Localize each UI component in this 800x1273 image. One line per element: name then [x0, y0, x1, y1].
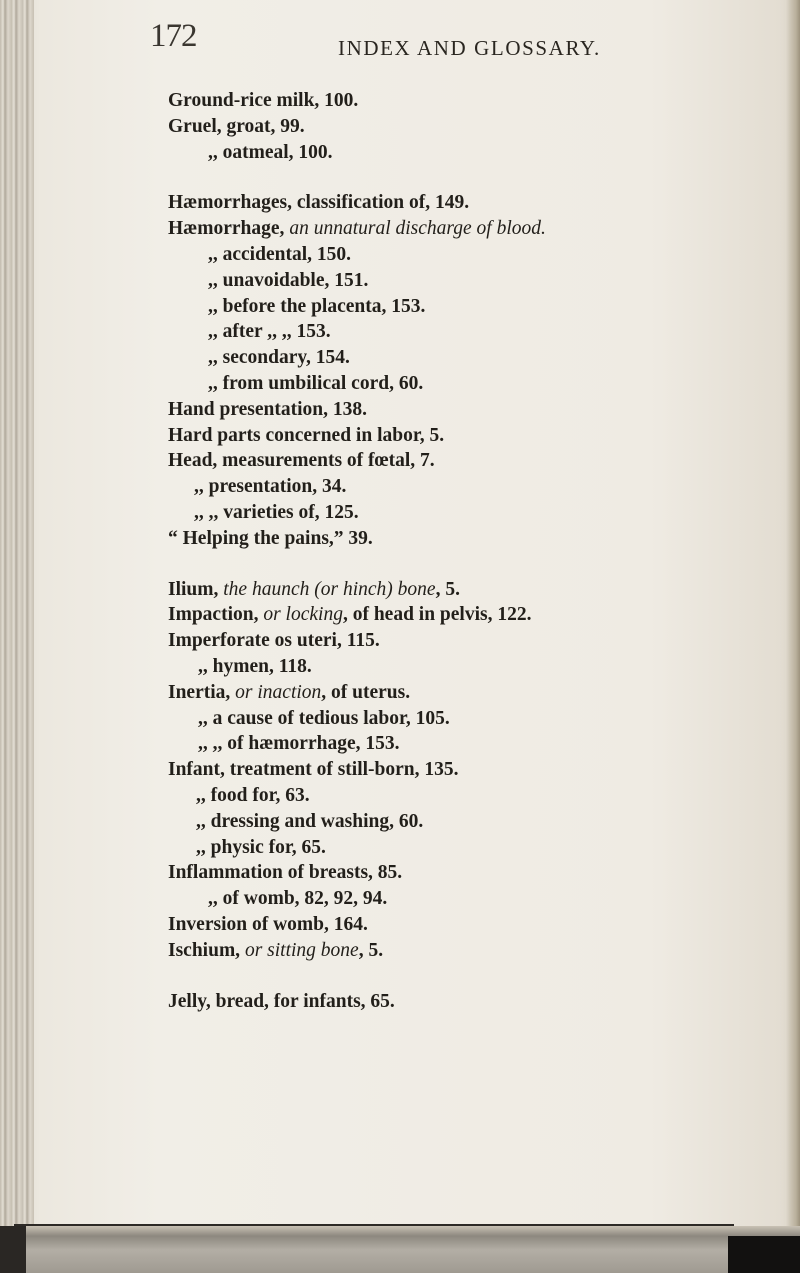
section-gap	[168, 165, 768, 190]
page-header	[150, 18, 670, 78]
index-entry: Inversion of womb, 164.	[168, 913, 368, 935]
index-subentry: ,, accidental, 150.	[208, 243, 351, 265]
index-subentry: ,, presentation, 34.	[194, 476, 347, 498]
section-gap	[168, 964, 768, 989]
entry-page: , 5.	[435, 578, 460, 600]
page-right-edge	[786, 0, 800, 1273]
index-subentry: ,, from umbilical cord, 60.	[208, 372, 424, 394]
index-list	[168, 88, 768, 1014]
index-entry: Infant, treatment of still-born, 135.	[168, 759, 459, 781]
index-subentry: ,, ,, of hæmorrhage, 153.	[198, 733, 400, 755]
index-subentry: ,, dressing and washing, 60.	[196, 810, 424, 832]
section-gap	[168, 552, 768, 577]
running-head: INDEX AND GLOSSARY.	[338, 36, 601, 60]
index-entry: “ Helping the pains,” 39.	[168, 527, 373, 549]
index-subentry: ,, before the placenta, 153.	[208, 295, 426, 317]
index-entry: Hæmorrhages, classification of, 149.	[168, 192, 470, 214]
index-entry: Hand presentation, 138.	[168, 398, 367, 420]
index-entry: Imperforate os uteri, 115.	[168, 630, 380, 652]
entry-term: Impaction,	[168, 604, 264, 626]
entry-page: , of head in pelvis, 122.	[342, 604, 532, 626]
index-entry	[168, 577, 768, 603]
index-entry: Jelly, bread, for infants, 65.	[168, 990, 395, 1012]
binding-gutter	[0, 0, 34, 1273]
index-subentry: ,, after ,, ,, 153.	[208, 321, 331, 343]
entry-page: , of uterus.	[321, 681, 411, 703]
photo-bottom-band	[0, 1226, 800, 1273]
index-subentry: ,, physic for, 65.	[196, 836, 326, 858]
index-subentry: ,, a cause of tedious labor, 105.	[198, 707, 450, 729]
entry-gloss: the haunch (or hinch) bone	[223, 578, 436, 600]
bottom-right-shadow	[728, 1236, 800, 1273]
index-subentry: ,, oatmeal, 100.	[208, 141, 333, 163]
index-entry: Head, measurements of fœtal, 7.	[168, 450, 435, 472]
entry-gloss: or sitting bone	[244, 939, 359, 961]
index-entry: Inflammation of breasts, 85.	[168, 862, 403, 884]
entry-term: Hæmorrhage,	[168, 218, 290, 240]
index-entry	[168, 938, 768, 964]
entry-term: Ilium,	[168, 578, 224, 600]
index-entry: Gruel, groat, 99.	[168, 115, 305, 137]
index-entry: Ground-rice milk, 100.	[168, 90, 359, 111]
index-entry: Hard parts concerned in labor, 5.	[168, 424, 445, 446]
entry-page: , 5.	[358, 939, 384, 961]
index-subentry: ,, secondary, 154.	[208, 347, 350, 369]
index-subentry: ,, food for, 63.	[196, 784, 310, 806]
entry-term: Ischium,	[168, 939, 245, 961]
index-subentry: ,, hymen, 118.	[198, 655, 312, 677]
page-number: 172	[150, 18, 197, 54]
index-entry	[168, 602, 768, 628]
entry-gloss: an unnatural discharge of blood.	[289, 218, 546, 240]
entry-gloss: or locking	[263, 604, 343, 626]
bottom-left-shadow	[0, 1226, 26, 1273]
index-subentry: ,, of womb, 82, 92, 94.	[208, 888, 388, 910]
entry-term: Inertia,	[168, 681, 236, 703]
index-subentry: ,, unavoidable, 151.	[208, 269, 369, 291]
index-entry	[168, 680, 768, 706]
entry-gloss: or inaction	[235, 681, 322, 703]
index-entry	[168, 216, 768, 242]
index-subentry: ,, ,, varieties of, 125.	[194, 501, 359, 523]
